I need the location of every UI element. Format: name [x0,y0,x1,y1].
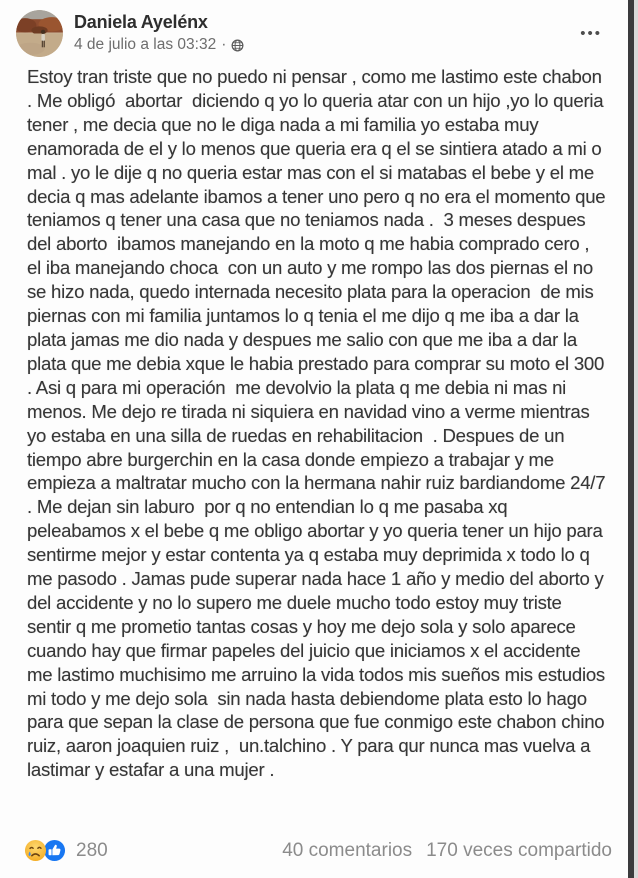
ellipsis-icon: ••• [580,25,602,42]
comments-count[interactable]: 40 comentarios [282,839,413,861]
footer-counts [282,840,612,862]
sad-reaction-icon [24,839,47,862]
more-options-button[interactable] [570,10,624,49]
author-name[interactable]: Daniela Ayelénx [74,12,208,32]
post-footer [0,839,638,878]
globe-icon [231,39,244,52]
timestamp-row [74,36,570,54]
post-header [0,0,638,59]
shares-count[interactable]: 170 veces compartido [426,839,612,861]
reaction-summary[interactable] [24,839,108,862]
post-body-text: Estoy tran triste que no puedo ni pensar , como me lastimo este chabon . Me obligó abortar diciendo q yo lo queria atar con un hijo ,yo lo queria tener , me decia que no le diga nada a mi familia yo estaba muy enamorada de el y lo menos que queria era q el se sintiera atado a mi o mal . yo le dije q no queria estar mas con el si matabas el bebe y el me decia q mas adelante ibamos a tener uno pero q no era el momento que teniamos q tener una casa que no teniamos nada . 3 meses despues del aborto ibamos manejando en la moto q me habia comprado cero , el iba manejando choca con un auto y me rompo las dos piernas el no se hizo nada, quedo internada necesito plata para la operacion de mis piernas con mi familia juntamos lo q tenia el me dijo q me iba a dar la plata jamas me dio nada y despues me salio con que me iba a dar la plata que me debia xque le habia prestado para comprar su moto el 300 . Asi q para mi operación me devolvio la plata q me debia ni mas ni menos. Me dejo re tirada ni siquiera en navidad vino a verme mientras yo estaba en una silla de ruedas en rehabilitacion . Despues de un tiempo abre burgerchin en la casa donde empiezo a trabajar y me empieza a maltratar mucho con la hermana nahir ruiz bardiandome 24/7 . Me dejan sin laburo por q no entendian lo q me pasaba xq peleabamos x el bebe q me obligo abortar y yo queria tener un hijo para sentirme mejor y estar contenta ya q estaba muy deprimida x todo lo q me pasodo . Jamas pude superar nada hace 1 año y medio del aborto y del accidente y no lo supero me duele mucho todo estoy muy triste sentir q me prometio tantas cosas y hoy me dejo sola y solo aparece cuando hay que firmar papeles del juicio que iniciamos x el accidente me lastimo muchisimo me arruino la vida todos mis sueños mis estudios mi todo y me dejo sola sin nada hasta debiendome plata esto lo hago para que sepan la clase de persona que fue conmigo este chabon chino ruiz, aaron joaquien ruiz , un.talchino . Y para qur nunca mas vuelva a lastimar y estafar a una mujer . [27,66,616,781]
header-text [74,10,570,54]
avatar-photo [16,10,63,57]
timestamp-separator: · [221,36,227,53]
screenshot-right-edge [634,0,638,878]
timestamp[interactable]: 4 de julio a las 03:32 [74,36,217,53]
avatar[interactable] [16,10,63,57]
reaction-count[interactable]: 280 [76,839,108,861]
